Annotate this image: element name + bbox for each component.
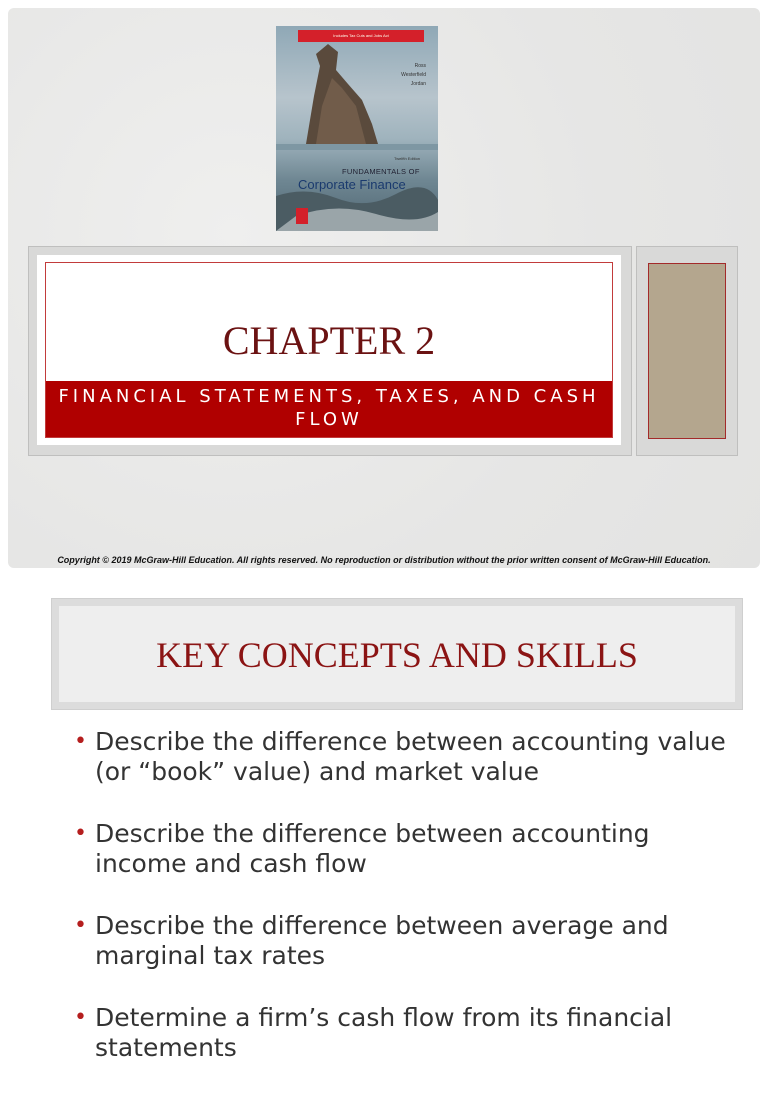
side-accent-box: [648, 263, 726, 439]
bullet-icon: •: [74, 821, 87, 846]
cover-authors: [401, 62, 426, 89]
cover-banner: Includes Tax Cuts and Jobs Act: [298, 30, 424, 42]
bullet-icon: •: [74, 913, 87, 938]
chapter-title-panel: [28, 246, 632, 456]
list-item: [74, 1003, 734, 1063]
side-panel: [636, 246, 738, 456]
slide-title-panel: [51, 598, 743, 710]
bullet-text: Describe the difference between accounting value (or “book” value) and market value: [95, 727, 726, 786]
chapter-title-frame: [45, 262, 613, 438]
copyright-notice: Copyright © 2019 McGraw-Hill Education. All rights reserved. No reproduction or distribution without the prior written consent of McGraw-Hill Education.: [57, 555, 711, 565]
chapter-subtitle: FINANCIAL STATEMENTS, TAXES, AND CASH FLOW: [46, 381, 612, 437]
cover-subtitle: FUNDAMENTALS OF: [342, 167, 420, 176]
list-item: [74, 727, 734, 787]
chapter-title: CHAPTER 2: [222, 318, 436, 363]
title-slide: [8, 8, 760, 568]
slide-title-card: [59, 606, 735, 702]
bullet-text: Determine a firm’s cash flow from its financial statements: [95, 1003, 673, 1062]
slide-title: KEY CONCEPTS AND SKILLS: [156, 635, 638, 675]
chapter-title-card: [37, 255, 621, 445]
publisher-logo: [296, 208, 308, 224]
list-item: [74, 911, 734, 971]
bullet-icon: •: [74, 729, 87, 754]
book-cover-image: [276, 26, 438, 231]
cover-author: Jordan: [410, 81, 426, 87]
bullet-text: Describe the difference between accounting income and cash flow: [95, 819, 650, 878]
bullet-list: [74, 727, 734, 1095]
cover-title: Corporate Finance: [298, 177, 406, 192]
cover-author: Westerfield: [401, 72, 426, 78]
cover-author: Ross: [414, 63, 426, 69]
cover-rock-illustration: [276, 26, 438, 231]
bullet-icon: •: [74, 1005, 87, 1030]
bullet-text: Describe the difference between average and marginal tax rates: [95, 911, 669, 970]
cover-edition: Twelfth Edition: [394, 156, 421, 161]
list-item: [74, 819, 734, 879]
